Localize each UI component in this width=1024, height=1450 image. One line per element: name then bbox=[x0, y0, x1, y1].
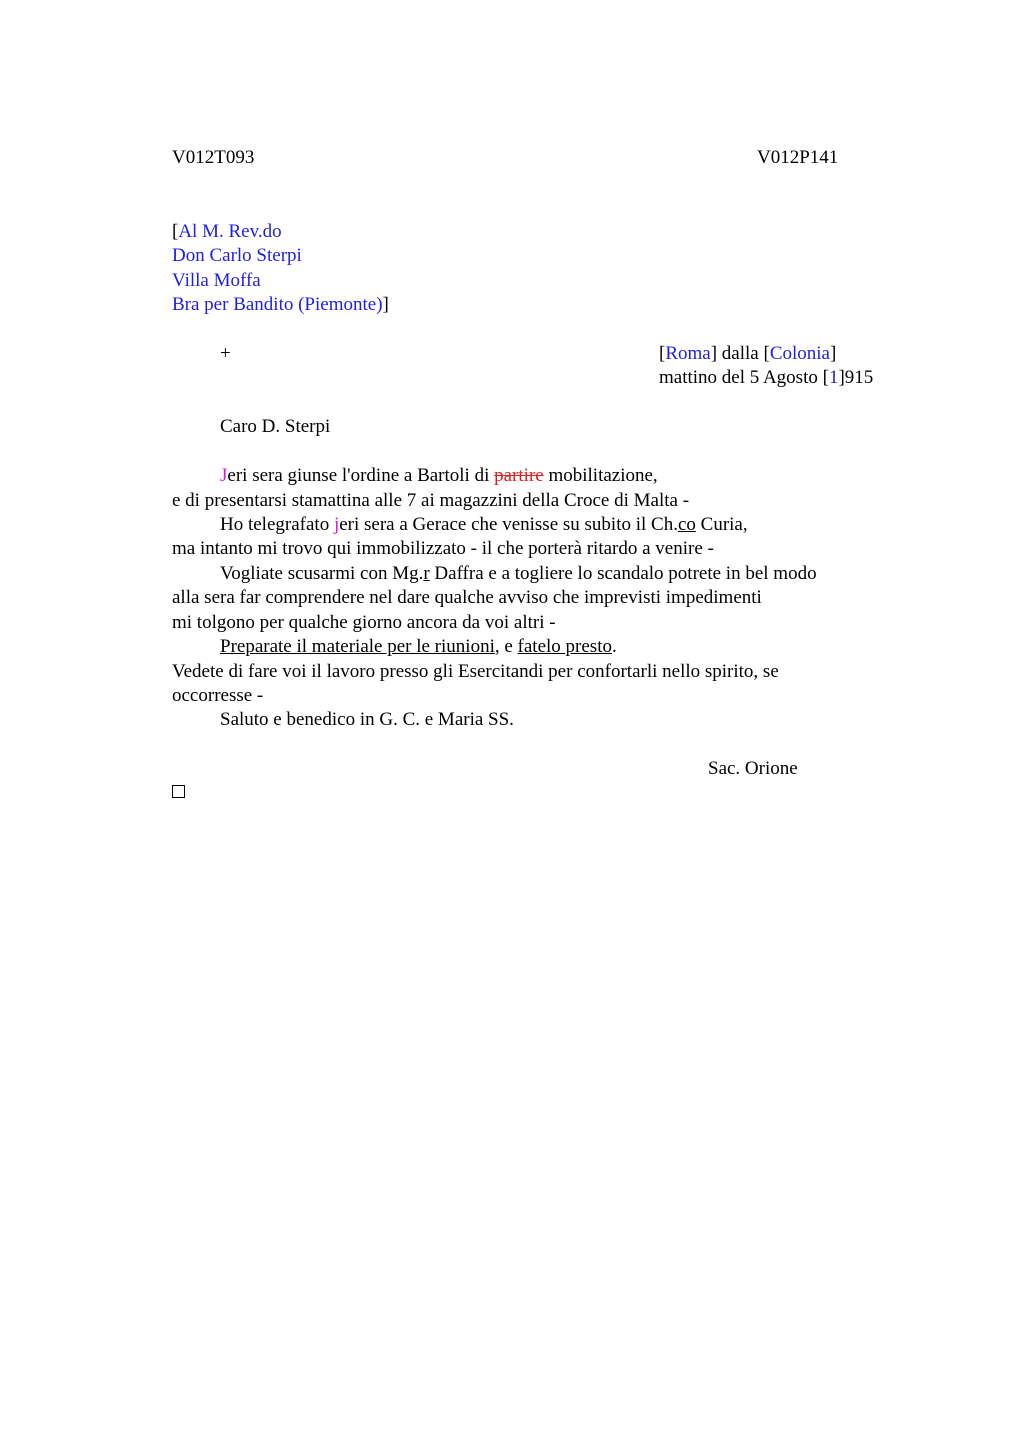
document-code-left: V012T093 bbox=[172, 147, 255, 168]
address-line-3: Villa Moffa bbox=[172, 270, 261, 291]
place-line: [Roma] dalla [Colonia] bbox=[659, 343, 837, 364]
body-line-10: occorresse - bbox=[172, 685, 264, 706]
body-line-7: mi tolgono per qualche giorno ancora da voi altri - bbox=[172, 612, 556, 633]
address-line-1: [Al M. Rev.do bbox=[172, 221, 282, 242]
signature: Sac. Orione bbox=[708, 758, 798, 779]
body-line-11: Saluto e benedico in G. C. e Maria SS. bbox=[220, 709, 514, 730]
salutation: Caro D. Sterpi bbox=[220, 416, 331, 437]
body-line-5: Vogliate scusarmi con Mg.r Daffra e a togliere lo scandalo potrete in bel modo bbox=[220, 563, 817, 584]
body-line-6: alla sera far comprendere nel dare qualche avviso che imprevisti impedimenti bbox=[172, 587, 762, 608]
body-line-8: Preparate il materiale per le riunioni, e fatelo presto. bbox=[220, 636, 617, 657]
body-line-2: e di presentarsi stamattina alle 7 ai magazzini della Croce di Malta - bbox=[172, 490, 690, 511]
cross-symbol: + bbox=[220, 343, 231, 364]
document-code-right: V012P141 bbox=[757, 147, 839, 168]
body-line-3: Ho telegrafato jeri sera a Gerace che venisse su subito il Ch.co Curia, bbox=[220, 514, 748, 535]
body-line-9: Vedete di fare voi il lavoro presso gli Esercitandi per confortarli nello spirito, se bbox=[172, 661, 779, 682]
date-line: mattino del 5 Agosto [1]915 bbox=[659, 367, 874, 388]
body-line-1: Jeri sera giunse l'ordine a Bartoli di partire mobilitazione, bbox=[220, 465, 658, 486]
address-line-4: Bra per Bandito (Piemonte)] bbox=[172, 294, 389, 315]
body-line-4: ma intanto mi trovo qui immobilizzato - il che porterà ritardo a venire - bbox=[172, 538, 714, 559]
address-line-2: Don Carlo Sterpi bbox=[172, 245, 302, 266]
end-square-symbol bbox=[172, 785, 185, 798]
